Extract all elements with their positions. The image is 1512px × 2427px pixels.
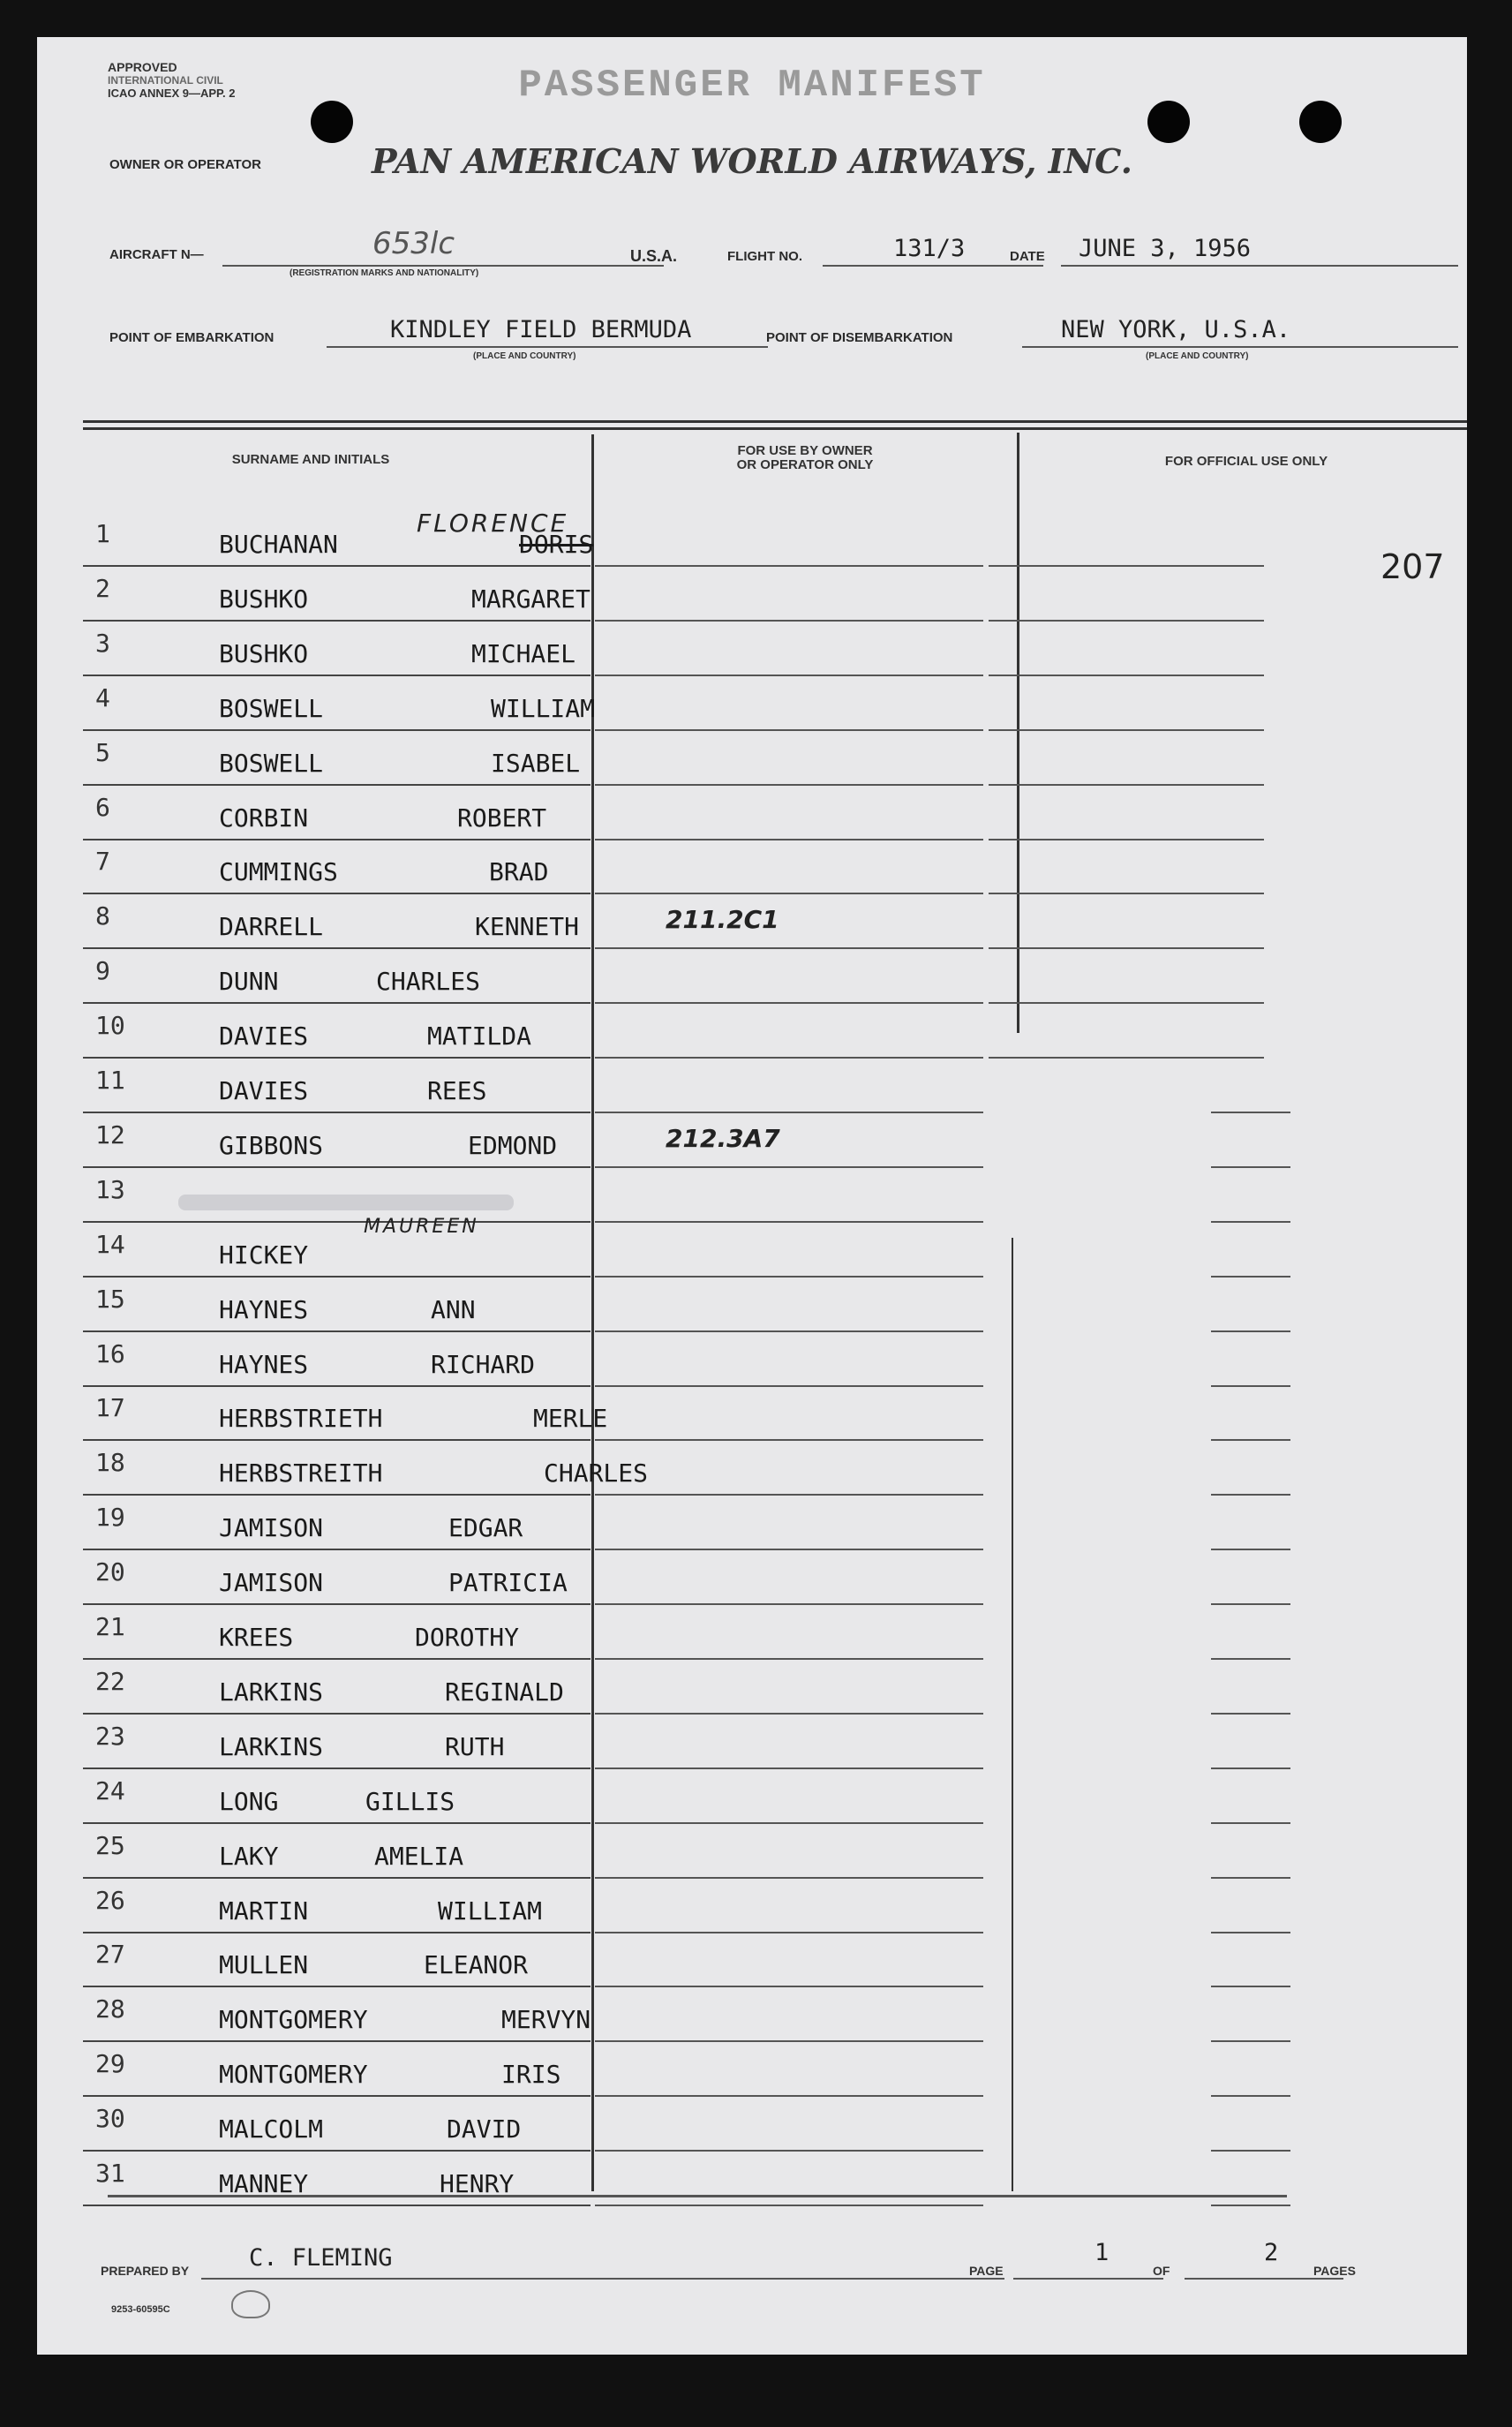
embark-label: POINT OF EMBARKATION [109, 330, 275, 345]
handwritten-correction: FLORENCE [417, 509, 569, 538]
aircraft-label: AIRCRAFT N— [109, 247, 204, 262]
row-number: 15 [95, 1284, 125, 1314]
row-number: 2 [95, 573, 110, 603]
row-number: 13 [95, 1174, 125, 1204]
row-number: 30 [95, 2104, 125, 2134]
passenger-surname: CORBIN [219, 803, 309, 833]
passenger-row [37, 1605, 1467, 1660]
passenger-row [37, 1550, 1467, 1605]
passenger-surname: HAYNES [219, 1349, 309, 1379]
passenger-given-name: IRIS [501, 2060, 561, 2090]
row-number: 6 [95, 792, 110, 822]
passenger-row [37, 1715, 1467, 1769]
passenger-surname: BUCHANAN [219, 530, 338, 559]
passenger-given-name: ROBERT [457, 803, 547, 833]
pages-label: PAGES [1313, 2264, 1356, 2278]
passenger-surname: DAVIES [219, 1076, 309, 1105]
passenger-surname: MANNEY [219, 2169, 309, 2198]
passenger-row [37, 1168, 1467, 1223]
passenger-given-name: REGINALD [445, 1677, 564, 1707]
row-number: 12 [95, 1119, 125, 1149]
passenger-surname: DUNN [219, 967, 279, 997]
row-number: 26 [95, 1885, 125, 1915]
passenger-row [37, 1660, 1467, 1715]
row-number: 7 [95, 847, 110, 877]
passenger-row [37, 949, 1467, 1004]
passenger-given-name: MERVYN [501, 2005, 591, 2035]
passenger-given-name: RICHARD [431, 1349, 536, 1379]
approval-line-2: INTERNATIONAL CIVIL [108, 74, 223, 87]
row-number: 18 [95, 1448, 125, 1478]
passenger-row [37, 2152, 1467, 2206]
passenger-row [37, 840, 1467, 894]
row-number: 8 [95, 901, 110, 931]
passenger-row [37, 731, 1467, 786]
row-number: 21 [95, 1612, 125, 1641]
disembark-value: NEW YORK, U.S.A. [1061, 316, 1291, 343]
disembark-label: POINT OF DISEMBARKATION [766, 330, 953, 345]
row-number: 24 [95, 1775, 125, 1805]
flight-value: 131/3 [893, 235, 966, 262]
usa-label: U.S.A. [630, 247, 678, 265]
passenger-row [37, 676, 1467, 731]
row-number: 29 [95, 2049, 125, 2079]
passenger-row [37, 1879, 1467, 1933]
row-number: 27 [95, 1940, 125, 1970]
passenger-row [37, 1824, 1467, 1879]
airline-name: PAN AMERICAN WORLD AIRWAYS, INC. [372, 141, 1132, 181]
passenger-given-name: ANN [431, 1294, 476, 1324]
row-number: 31 [95, 2159, 125, 2188]
passenger-given-name: MERLE [533, 1404, 608, 1434]
passenger-given-name: DOROTHY [415, 1623, 520, 1652]
passenger-given-name: REES [427, 1076, 487, 1105]
col-head-official: FOR OFFICIAL USE ONLY [1164, 454, 1328, 469]
passenger-row [37, 1933, 1467, 1987]
row-rule [595, 2205, 983, 2206]
row-number: 9 [95, 956, 110, 986]
passenger-surname: MARTIN [219, 1896, 309, 1926]
passenger-row [37, 1496, 1467, 1550]
passenger-row [37, 2042, 1467, 2097]
passenger-row [37, 622, 1467, 676]
passenger-given-name: DAVID [447, 2114, 522, 2144]
owner-code: 212.3A7 [666, 1123, 780, 1153]
printer-seal-icon [231, 2290, 270, 2318]
col-head-names: SURNAME AND INITIALS [231, 452, 390, 467]
passenger-given-name: CHARLES [544, 1458, 649, 1489]
passenger-row [37, 1332, 1467, 1387]
of-label: OF [1153, 2264, 1170, 2278]
passenger-row [37, 1386, 1467, 1441]
col-head-owner-2: OR OPERATOR ONLY [736, 457, 874, 472]
passenger-surname: LONG [219, 1786, 279, 1816]
passenger-given-name: DORIS [519, 530, 594, 559]
passenger-surname: MONTGOMERY [219, 2005, 368, 2035]
passenger-row [37, 786, 1467, 840]
passenger-surname: CUMMINGS [219, 857, 338, 887]
passenger-row [37, 1215, 1467, 1278]
passenger-given-name: BRAD [489, 857, 549, 887]
passenger-row [37, 2097, 1467, 2152]
passenger-given-name: MATILDA [427, 1021, 532, 1051]
row-number: 17 [95, 1393, 125, 1423]
manifest-sheet [37, 37, 1467, 2355]
passenger-given-name: RUTH [445, 1731, 505, 1761]
row-number: 23 [95, 1721, 125, 1751]
passenger-given-name: WILLIAM [438, 1896, 543, 1926]
passenger-surname: MONTGOMERY [219, 2060, 368, 2090]
row-number: 19 [95, 1503, 125, 1533]
passenger-given-name: CHARLES [376, 967, 481, 997]
row-number: 25 [95, 1830, 125, 1860]
passenger-given-name: EDMOND [468, 1130, 558, 1160]
passenger-surname: MULLEN [219, 1950, 309, 1980]
passenger-row [37, 1278, 1467, 1332]
passenger-given-name: GILLIS [365, 1786, 455, 1816]
passenger-given-name: EDGAR [448, 1513, 523, 1543]
passenger-surname: HICKEY [219, 1240, 309, 1270]
prepared-label: PREPARED BY [101, 2264, 190, 2278]
passenger-row [37, 894, 1467, 949]
passenger-given-name: HENRY [440, 2169, 515, 2198]
flight-label: FLIGHT NO. [727, 249, 802, 264]
passenger-row [37, 509, 1467, 567]
embark-value: KINDLEY FIELD BERMUDA [390, 316, 692, 343]
row-number: 14 [95, 1229, 125, 1259]
row-number: 28 [95, 1994, 125, 2024]
row-number: 16 [95, 1338, 125, 1368]
passenger-row [37, 1987, 1467, 2042]
row-number: 11 [95, 1066, 125, 1095]
passenger-surname: LAKY [219, 1841, 279, 1871]
passenger-surname: LARKINS [219, 1677, 324, 1707]
owner-label: OWNER OR OPERATOR [109, 157, 261, 172]
passenger-given-name: PATRICIA [448, 1568, 568, 1598]
passenger-given-name: ISABEL [491, 748, 581, 778]
row-number: 20 [95, 1557, 125, 1587]
date-value: JUNE 3, 1956 [1079, 235, 1252, 262]
passenger-surname: HERBSTREITH [219, 1458, 383, 1489]
row-number: 22 [95, 1666, 125, 1696]
passenger-surname: KREES [219, 1623, 294, 1652]
passenger-surname: JAMISON [219, 1513, 324, 1543]
row-number: 3 [95, 628, 110, 658]
col-head-owner-1: FOR USE BY OWNER [737, 443, 873, 458]
margin-note: 207 [1380, 547, 1445, 586]
passenger-surname: MALCOLM [219, 2114, 324, 2144]
passenger-surname: GIBBONS [219, 1130, 324, 1160]
row-rule [83, 2205, 591, 2206]
passenger-surname: BUSHKO [219, 638, 309, 668]
handwritten-correction: MAUREEN [364, 1215, 479, 1238]
embark-sub: (PLACE AND COUNTRY) [473, 351, 576, 361]
prepared-value: C. FLEMING [249, 2244, 393, 2272]
passenger-surname: HERBSTRIETH [219, 1404, 383, 1434]
erased-entry [178, 1195, 514, 1210]
row-rule [1211, 2205, 1290, 2206]
passenger-surname: BUSHKO [219, 584, 309, 614]
passenger-given-name: MICHAEL [471, 638, 576, 668]
row-number: 4 [95, 682, 110, 712]
passenger-given-name: AMELIA [374, 1841, 464, 1871]
approval-line-1: APPROVED [108, 60, 177, 74]
passenger-surname: LARKINS [219, 1731, 324, 1761]
passenger-given-name: WILLIAM [491, 693, 596, 723]
passenger-row [37, 1113, 1467, 1168]
row-number: 1 [95, 519, 110, 548]
date-label: DATE [1010, 249, 1045, 264]
page-label: PAGE [969, 2264, 1004, 2278]
aircraft-value: 653lc [372, 226, 455, 261]
page-value: 1 [1095, 2239, 1110, 2266]
passenger-row [37, 1059, 1467, 1113]
passenger-given-name: ELEANOR [424, 1950, 529, 1980]
form-number: 9253-60595C [111, 2304, 170, 2315]
passenger-row [37, 1441, 1467, 1496]
page-title: PASSENGER MANIFEST [518, 64, 986, 108]
passenger-surname: BOSWELL [219, 748, 324, 778]
passenger-surname: BOSWELL [219, 693, 324, 723]
aircraft-sub: (REGISTRATION MARKS AND NATIONALITY) [290, 268, 479, 278]
passenger-surname: HAYNES [219, 1294, 309, 1324]
disembark-sub: (PLACE AND COUNTRY) [1146, 351, 1249, 361]
approval-line-3: ICAO ANNEX 9—APP. 2 [108, 87, 236, 100]
row-number: 5 [95, 737, 110, 767]
row-number: 10 [95, 1011, 125, 1041]
passenger-row [37, 567, 1467, 622]
owner-code: 211.2C1 [666, 905, 779, 935]
passenger-given-name: MARGARET [471, 584, 591, 614]
passenger-surname: JAMISON [219, 1568, 324, 1598]
passenger-row [37, 1769, 1467, 1824]
passenger-surname: DAVIES [219, 1021, 309, 1051]
passenger-surname: DARRELL [219, 912, 324, 942]
passenger-row [37, 1004, 1467, 1059]
passenger-given-name: KENNETH [475, 912, 580, 942]
of-value: 2 [1264, 2239, 1279, 2266]
